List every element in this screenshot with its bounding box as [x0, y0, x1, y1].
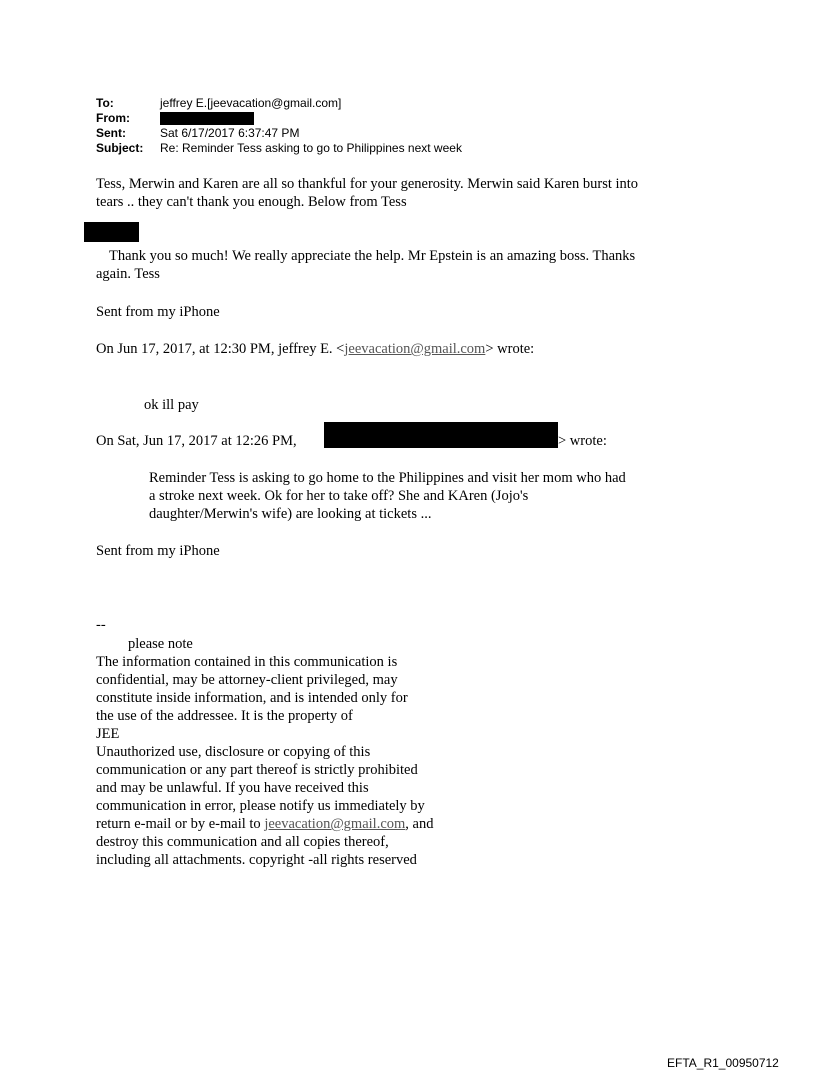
disclaimer-line: constitute inside information, and is intended only for — [96, 690, 408, 706]
please-note: please note — [128, 636, 193, 652]
paragraph-line: Tess, Merwin and Karen are all so thankful for your generosity. Merwin said Karen burst into — [96, 176, 639, 192]
sent-from-iphone: Sent from my iPhone — [96, 543, 220, 559]
quote-header-2 — [96, 432, 297, 450]
disclaimer-line: JEE — [96, 726, 120, 742]
sender-email-redaction — [324, 422, 558, 448]
tess-message — [96, 247, 635, 283]
disclaimer-line: Unauthorized use, disclosure or copying of this — [96, 744, 371, 760]
from-row — [96, 111, 462, 126]
email-link[interactable]: jeevacation@gmail.com — [264, 816, 406, 832]
disclaimer-line: and may be unlawful. If you have received this — [96, 780, 369, 796]
paragraph-line: Thank you so much! We really appreciate the help. Mr Epstein is an amazing boss. Thanks — [109, 248, 636, 264]
paragraph-line: a stroke next week. Ok for her to take off? She and KAren (Jojo's — [149, 488, 529, 504]
quote-suffix: > wrote: — [485, 341, 535, 357]
disclaimer-line: destroy this communication and all copies thereof, — [96, 834, 389, 850]
from-label: From: — [96, 111, 130, 125]
to-label: To: — [96, 96, 114, 110]
paragraph-line: again. Tess — [96, 266, 160, 282]
from-redaction — [160, 112, 254, 125]
paragraph-line: Reminder Tess is asking to go home to the Philippines and visit her mom who had — [149, 470, 626, 486]
paragraph-line: daughter/Merwin's wife) are looking at tickets ... — [149, 506, 432, 522]
disclaimer-line: communication or any part thereof is strictly prohibited — [96, 762, 418, 778]
disclaimer — [96, 653, 433, 869]
subject-row — [96, 141, 462, 156]
disclaimer-line — [96, 815, 433, 833]
sent-value: Sat 6/17/2017 6:37:47 PM — [160, 126, 300, 140]
disclaimer-line: the use of the addressee. It is the property of — [96, 708, 353, 724]
sender-redaction — [84, 222, 139, 242]
thanks-paragraph — [96, 175, 638, 211]
to-row — [96, 96, 462, 111]
email-line-suffix: , and — [405, 816, 434, 832]
disclaimer-line: including all attachments. copyright -all rights reserved — [96, 852, 417, 868]
email-link[interactable]: jeevacation@gmail.com — [344, 341, 486, 357]
sent-row — [96, 126, 462, 141]
quote-suffix: > wrote: — [558, 433, 607, 449]
quote-prefix: On Sat, Jun 17, 2017 at 12:26 PM, — [96, 433, 297, 449]
sent-from-iphone: Sent from my iPhone — [96, 304, 220, 320]
reply-message: ok ill pay — [144, 397, 199, 413]
quote-prefix: On Jun 17, 2017, at 12:30 PM, jeffrey E. < — [96, 341, 345, 357]
disclaimer-line: The information contained in this communication is — [96, 654, 398, 670]
document-id: EFTA_R1_00950712 — [667, 1056, 779, 1070]
disclaimer-line: confidential, may be attorney-client privileged, may — [96, 672, 398, 688]
email-line-prefix: return e-mail or by e-mail to — [96, 816, 265, 832]
to-value: jeffrey E.[jeevacation@gmail.com] — [160, 96, 342, 110]
subject-label: Subject: — [96, 141, 144, 155]
signature-dashes: -- — [96, 617, 106, 633]
sent-label: Sent: — [96, 126, 126, 140]
quote-header-1 — [96, 340, 534, 358]
reminder-message — [149, 469, 626, 523]
subject-value: Re: Reminder Tess asking to go to Philippines next week — [160, 141, 462, 155]
email-header — [96, 96, 462, 156]
disclaimer-line: communication in error, please notify us immediately by — [96, 798, 425, 814]
paragraph-line: tears .. they can't thank you enough. Below from Tess — [96, 194, 407, 210]
